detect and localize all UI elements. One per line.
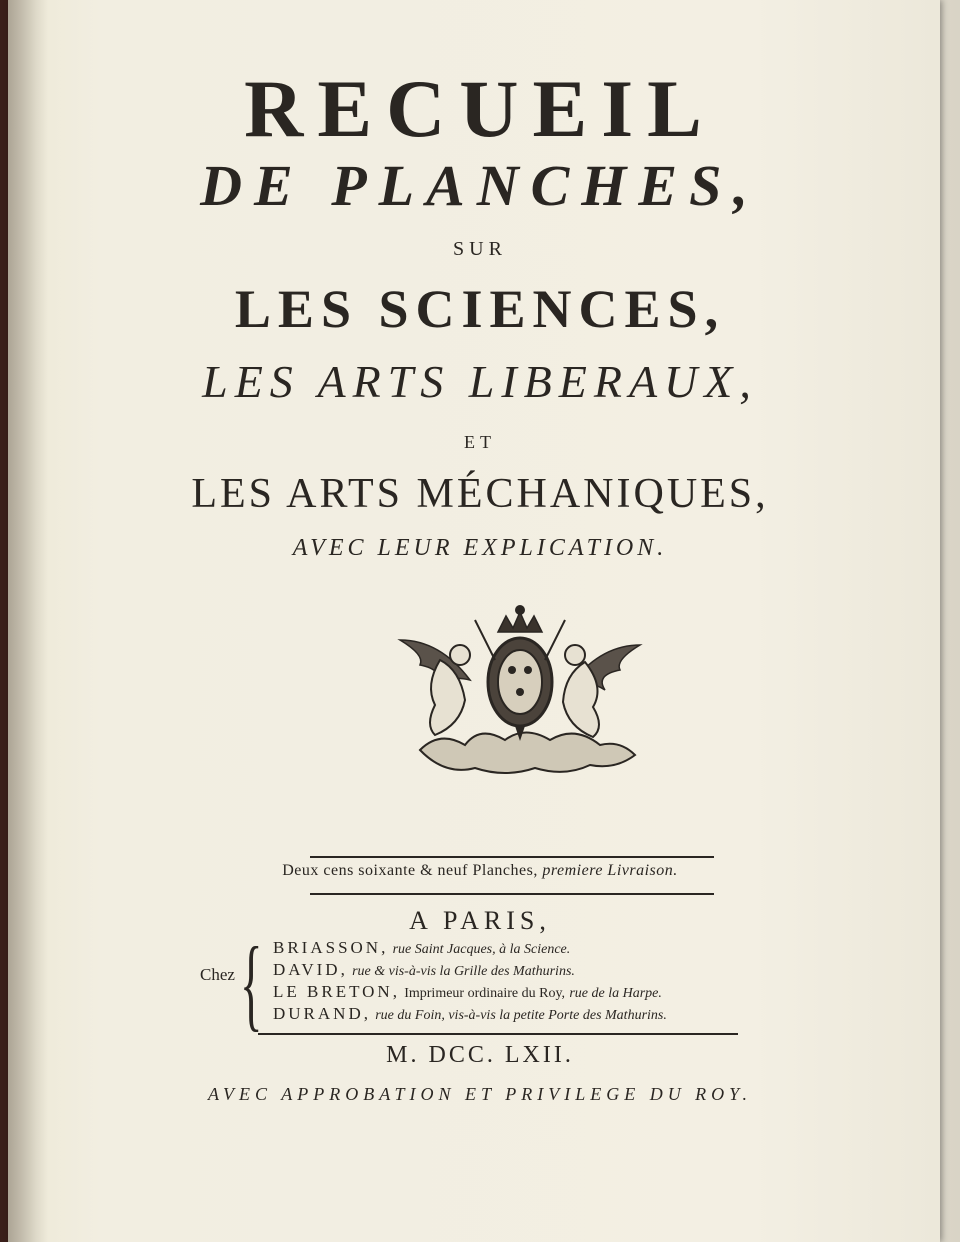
title-de-planches: DE PLANCHES, bbox=[200, 153, 760, 218]
publisher-name: DURAND, bbox=[273, 1004, 371, 1023]
publisher-name: BRIASSON, bbox=[273, 938, 389, 957]
royal-crest-angels-icon bbox=[380, 600, 660, 780]
rule-imprint bbox=[258, 1033, 738, 1035]
publisher-address: rue Saint Jacques, à la Science. bbox=[392, 942, 571, 957]
title-arts-liberaux: LES ARTS LIBERAUX, bbox=[202, 356, 758, 407]
plates-livraison: premiere Livraison. bbox=[542, 862, 678, 879]
rule-top bbox=[310, 856, 714, 858]
publisher-david bbox=[273, 960, 667, 982]
publisher-list bbox=[273, 938, 667, 1026]
title-recueil: RECUEIL bbox=[244, 63, 716, 154]
imprint-city: A PARIS, bbox=[409, 906, 551, 935]
plates-count bbox=[0, 862, 960, 880]
title-avec-explication: AVEC LEUR EXPLICATION. bbox=[292, 535, 668, 561]
publisher-le-breton bbox=[273, 982, 667, 1004]
publisher-title: Imprimeur ordinaire du Roy, bbox=[404, 986, 566, 1001]
publisher-name: LE BRETON, bbox=[273, 982, 400, 1001]
publisher-briasson bbox=[273, 938, 667, 960]
publisher-address: rue du Foin, vis-à-vis la petite Porte des Mathurins. bbox=[375, 1008, 667, 1023]
publisher-name: DAVID, bbox=[273, 960, 348, 979]
publisher-address: rue de la Harpe. bbox=[569, 986, 662, 1001]
plates-text: Deux cens soixante & neuf Planches, bbox=[282, 862, 538, 879]
title-les-sciences: LES SCIENCES, bbox=[234, 279, 726, 339]
title-arts-mechaniques: LES ARTS MÉCHANIQUES, bbox=[191, 471, 769, 517]
imprint-chez: Chez bbox=[200, 965, 235, 984]
publication-year: M. DCC. LXII. bbox=[386, 1042, 574, 1068]
approbation-line: AVEC APPROBATION ET PRIVILEGE DU ROY. bbox=[207, 1084, 753, 1104]
title-et: ET bbox=[464, 432, 496, 452]
title-sur: SUR bbox=[453, 238, 507, 260]
publisher-durand bbox=[273, 1004, 667, 1026]
rule-bottom bbox=[310, 893, 714, 895]
publisher-address: rue & vis-à-vis la Grille des Mathurins. bbox=[352, 964, 575, 979]
brace-icon: { bbox=[240, 926, 263, 1041]
